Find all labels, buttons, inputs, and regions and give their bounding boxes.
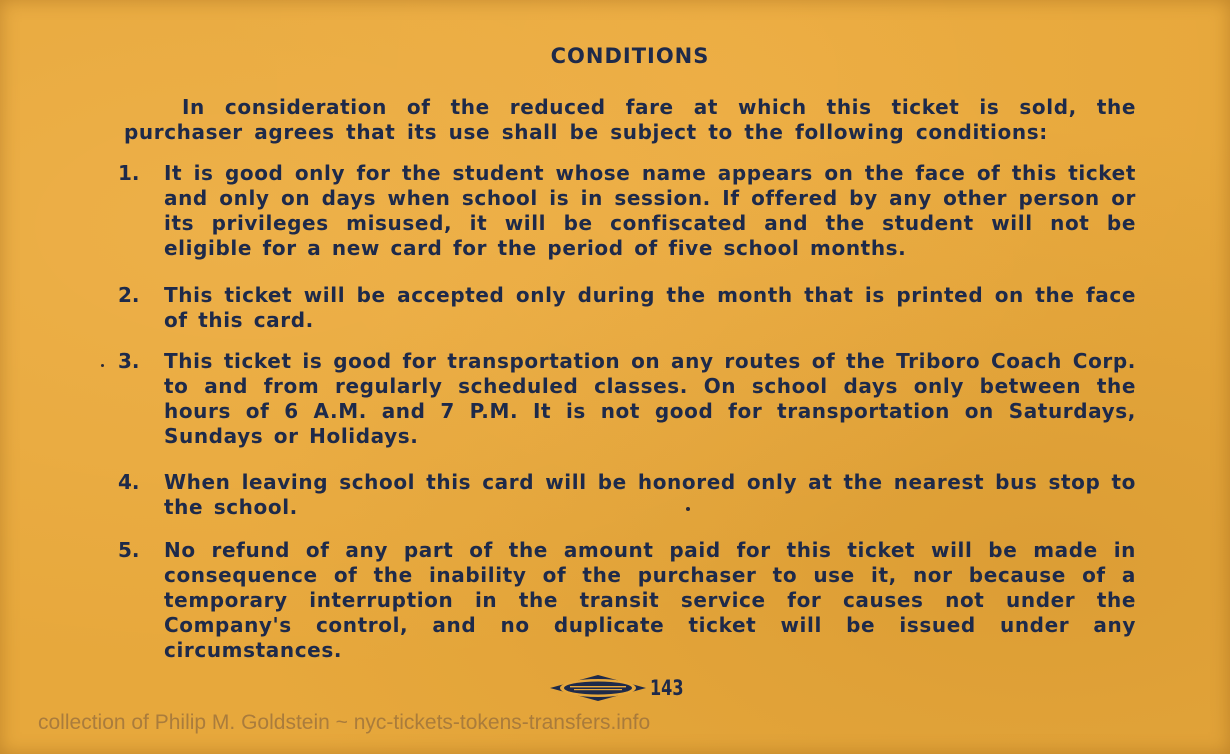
intro-line-2: purchaser agrees that its use shall be subject to the following conditions: [124,120,1048,144]
condition-text: It is good only for the student whose name appears on the face of this ticket and only on days when school is in session. If offered by any other person or its privileges misused, it will be confiscated and the student will not be eligible for a new card for the period of five school months. [164,161,1136,260]
conditions-heading: CONDITIONS [550,44,710,68]
condition-number: 4. [118,470,140,494]
condition-number: 3. [118,349,140,373]
condition-number: 5. [118,538,140,562]
condition-item-1 [118,161,1136,261]
condition-item-4 [118,470,1136,520]
condition-text: This ticket will be accepted only during the month that is printed on the face of this card. [164,283,1136,332]
print-code-number: 143 [650,676,684,700]
collection-watermark: collection of Philip M. Goldstein ~ nyc-tickets-tokens-transfers.info [38,711,651,734]
ink-speck [101,364,104,367]
ink-speck [686,507,690,511]
union-printers-label-icon [548,673,648,703]
condition-text: This ticket is good for transportation on any routes of the Triboro Coach Corp. to and from regularly scheduled classes. On school days only between the hours of 6 A.M. and 7 P.M. It is not good for transportation on Saturdays, Sundays or Holidays. [164,349,1136,448]
condition-number: 1. [118,161,140,185]
intro-paragraph [124,95,1136,145]
intro-line-1: In consideration of the reduced fare at which this ticket is sold, the [182,95,1136,119]
condition-text: When leaving school this card will be honored only at the nearest bus stop to the school. [164,470,1136,519]
printer-mark [548,672,689,704]
condition-text: No refund of any part of the amount paid for this ticket will be made in consequence of the inability of the purchaser to use it, nor because of a temporary interruption in the transit service for causes not under the Company's control, and no duplicate ticket will be issued under any circumstances. [164,538,1136,662]
condition-number: 2. [118,283,140,307]
condition-item-3 [118,349,1136,449]
condition-item-5 [118,538,1136,663]
condition-item-2 [118,283,1136,333]
